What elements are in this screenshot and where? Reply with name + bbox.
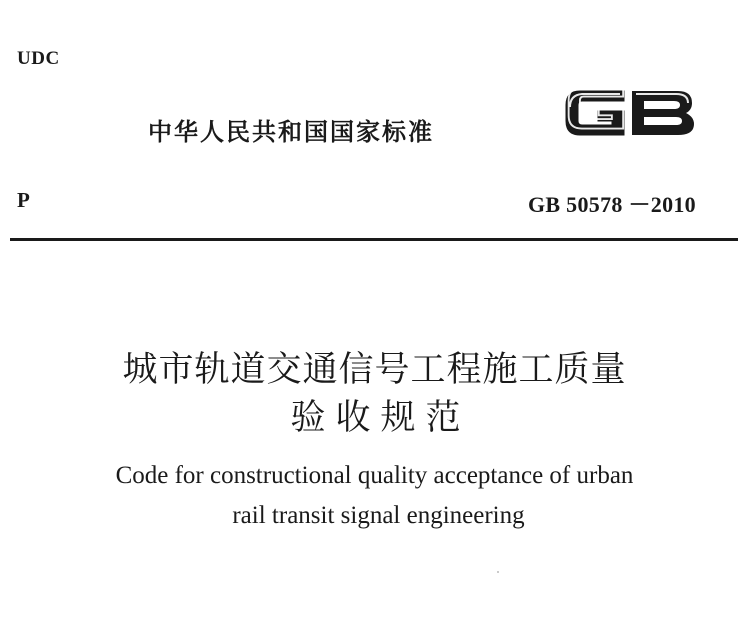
- standard-number: GB 50578 －2010: [528, 192, 696, 217]
- title-english-line-2: rail transit signal engineering: [232, 502, 525, 529]
- header-divider: [10, 238, 738, 241]
- category-code: P: [17, 188, 30, 212]
- national-standard-name: 中华人民共和国国家标准: [148, 118, 434, 146]
- title-chinese-line-1: 城市轨道交通信号工程施工质量: [122, 350, 627, 390]
- title-english-line-1: Code for constructional quality acceptance of urban: [115, 462, 634, 489]
- udc-label: UDC: [17, 48, 60, 69]
- title-chinese-line-2: 验收规范: [290, 398, 471, 438]
- gb-logo: [560, 77, 698, 149]
- scan-speck: [497, 571, 499, 573]
